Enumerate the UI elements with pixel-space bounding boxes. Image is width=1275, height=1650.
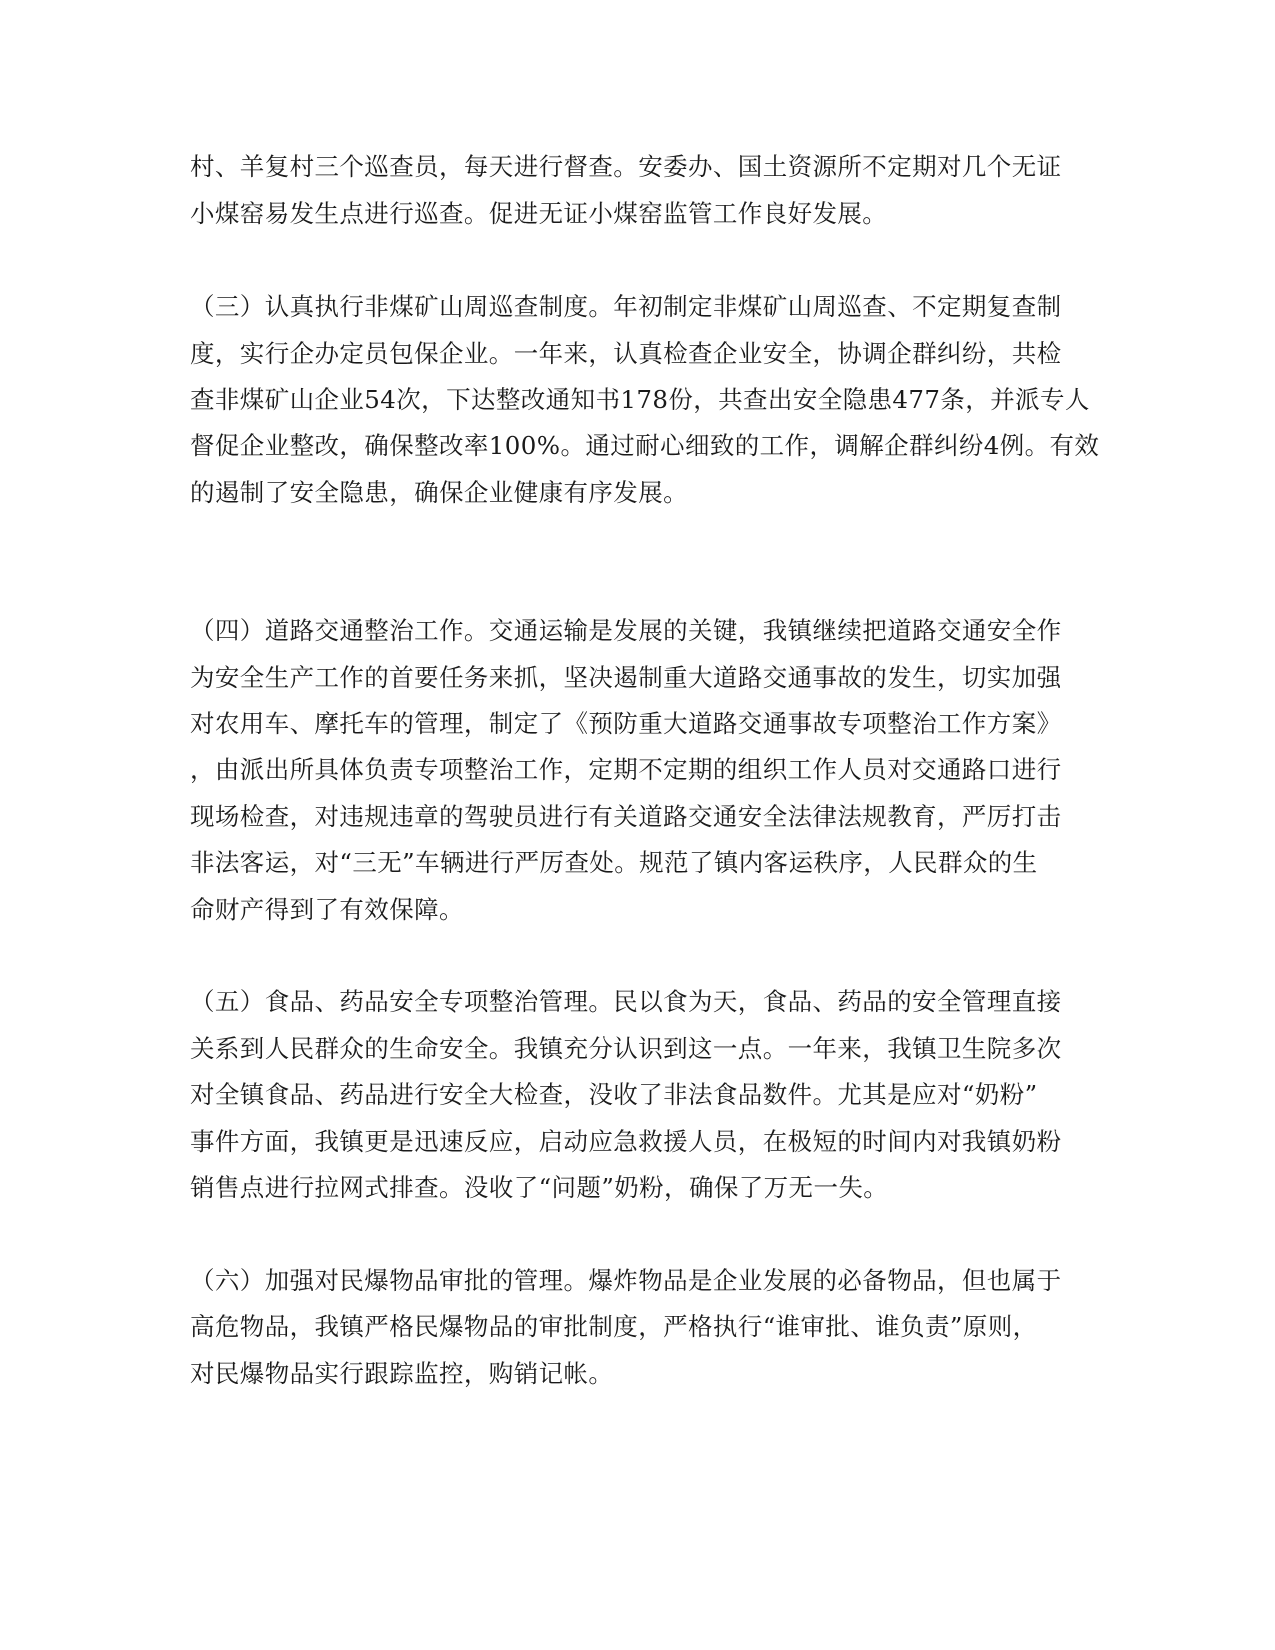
paragraph-line: （六）加强对民爆物品审批的管理。爆炸物品是企业发展的必备物品，但也属于 bbox=[190, 1266, 1062, 1295]
paragraph-line: 销售点进行拉网式排查。没收了“问题”奶粉，确保了万无一失。 bbox=[190, 1173, 889, 1202]
paragraph-line: 非法客运，对“三无”车辆进行严厉查处。规范了镇内客运秩序，人民群众的生 bbox=[190, 848, 1038, 877]
paragraph-line: 命财产得到了有效保障。 bbox=[190, 895, 464, 924]
paragraph-line: 查非煤矿山企业54次，下达整改通知书178份，共查出安全隐患477条，并派专人 bbox=[190, 385, 1090, 414]
paragraph-line: 度，实行企办定员包保企业。一年来，认真检查企业安全，协调企群纠纷，共检 bbox=[190, 339, 1062, 368]
paragraph-line: ，由派出所具体负责专项整治工作，定期不定期的组织工作人员对交通路口进行 bbox=[190, 755, 1062, 784]
paragraph-line: （四）道路交通整治工作。交通运输是发展的关键，我镇继续把道路交通安全作 bbox=[190, 616, 1062, 645]
paragraph-line: 对民爆物品实行跟踪监控，购销记帐。 bbox=[190, 1359, 614, 1388]
paragraph-line: 小煤窑易发生点进行巡查。促进无证小煤窑监管工作良好发展。 bbox=[190, 199, 888, 228]
paragraph-line: （五）食品、药品安全专项整治管理。民以食为天，食品、药品的安全管理直接 bbox=[190, 987, 1062, 1016]
paragraph-line: 关系到人民群众的生命安全。我镇充分认识到这一点。一年来，我镇卫生院多次 bbox=[190, 1034, 1062, 1063]
paragraph-line: 的遏制了安全隐患，确保企业健康有序发展。 bbox=[190, 478, 688, 507]
paragraph-line: 村、羊复村三个巡查员，每天进行督查。安委办、国土资源所不定期对几个无证 bbox=[190, 152, 1062, 181]
paragraph-line: 督促企业整改，确保整改率100%。通过耐心细致的工作，调解企群纠纷4例。有效 bbox=[190, 431, 1100, 460]
paragraph-line: 为安全生产工作的首要任务来抓，坚决遏制重大道路交通事故的发生，切实加强 bbox=[190, 663, 1062, 692]
paragraph-line: 高危物品，我镇严格民爆物品的审批制度，严格执行“谁审批、谁负责”原则， bbox=[190, 1312, 1038, 1341]
paragraph-line: 对全镇食品、药品进行安全大检查，没收了非法食品数件。尤其是应对“奶粉” bbox=[190, 1080, 1038, 1109]
paragraph-line: 现场检查，对违规违章的驾驶员进行有关道路交通安全法律法规教育，严厉打击 bbox=[190, 802, 1062, 831]
paragraph-line: 事件方面，我镇更是迅速反应，启动应急救援人员，在极短的时间内对我镇奶粉 bbox=[190, 1127, 1062, 1156]
paragraph-line: 对农用车、摩托车的管理，制定了《预防重大道路交通事故专项整治工作方案》 bbox=[190, 709, 1062, 738]
paragraph-line: （三）认真执行非煤矿山周巡查制度。年初制定非煤矿山周巡查、不定期复查制 bbox=[190, 292, 1062, 321]
